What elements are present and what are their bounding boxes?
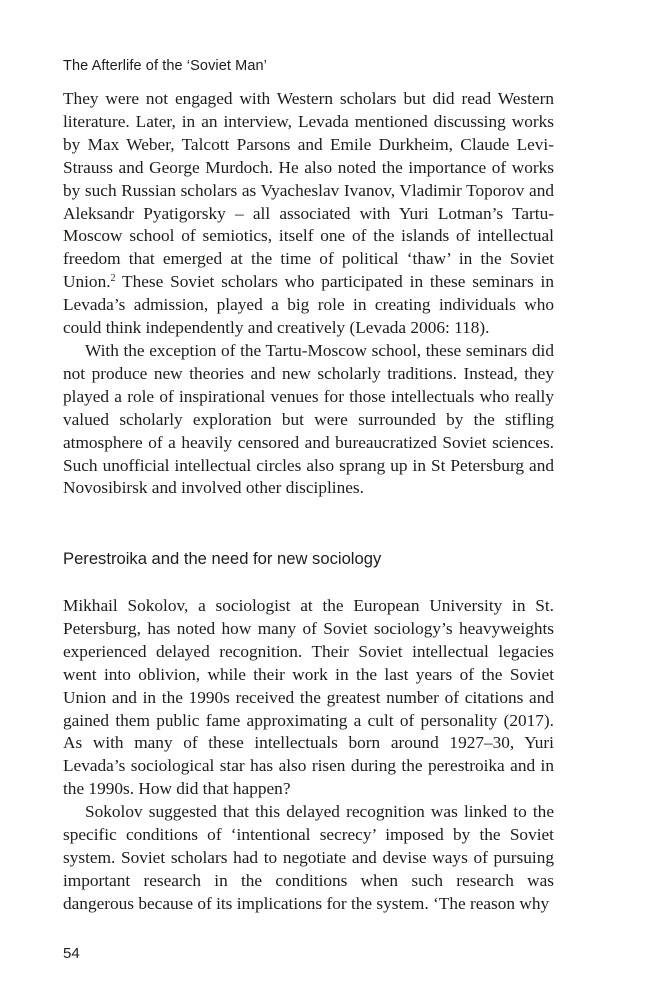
section-heading: Perestroika and the need for new sociology <box>63 549 382 568</box>
book-page <box>63 0 554 997</box>
paragraph-text: These Soviet scholars who participated in these seminars in Levada’s admission, played a big role in creating individuals who could think independently and creatively (Levada 2006: 118). <box>63 272 554 338</box>
paragraph-text: They were not engaged with Western scholars but did read Western literature. Later, in an interview, Levada mentioned discussing works by Max Weber, Talcott Parsons and Emile Durkheim, Claude Levi-Strauss and George Murdoch. He also noted the importance of works by such Russian scholars as Vyacheslav Ivanov, Vladimir Toporov and Aleksandr Pyatigorsky – all associated with Yuri Lotman’s Tartu-Moscow school of semiotics, itself one of the islands of intellectual freedom that emerged at the time of political ‘thaw’ in the Soviet Union. <box>63 89 554 292</box>
paragraph: Sokolov suggested that this delayed recognition was linked to the specific conditions of ‘intentional secrecy’ imposed by the Soviet system. Soviet scholars had to negotiate and devise ways of pursuing important research in the conditions when such research was dangerous because of its implications for the system. ‘The reason why <box>63 802 554 913</box>
paragraph <box>63 88 554 340</box>
page-number: 54 <box>63 945 80 962</box>
footnote-marker[interactable]: 2 <box>110 273 116 285</box>
running-head: The Afterlife of the ‘Soviet Man’ <box>63 58 267 74</box>
text-block-top <box>63 88 554 500</box>
paragraph: With the exception of the Tartu-Moscow school, these seminars did not produce new theories and new scholarly traditions. Instead, they played a role of inspirational venues for those intellectuals who really valued scholarly exploration but were surrounded by the stifling atmosphere of a heavily censored and bureaucratized Soviet sciences. Such unofficial intellectual circles also sprang up in St Petersburg and Novosibirsk and involved other disciplines. <box>63 340 554 498</box>
paragraph: Mikhail Sokolov, a sociologist at the European University in St. Petersburg, has noted how many of Soviet sociology’s heavyweights experienced delayed recognition. Their Soviet intellectual legacies went into oblivion, while their work in the last years of the Soviet Union and in the 1990s received the greatest number of citations and gained them public fame approximating a cult of personality (2017). As with many of these intellectuals born around 1927–30, Yuri Levada’s sociological star has also risen during the perestroika and in the 1990s. How did that happen? <box>63 596 554 799</box>
text-block-bottom <box>63 595 554 916</box>
